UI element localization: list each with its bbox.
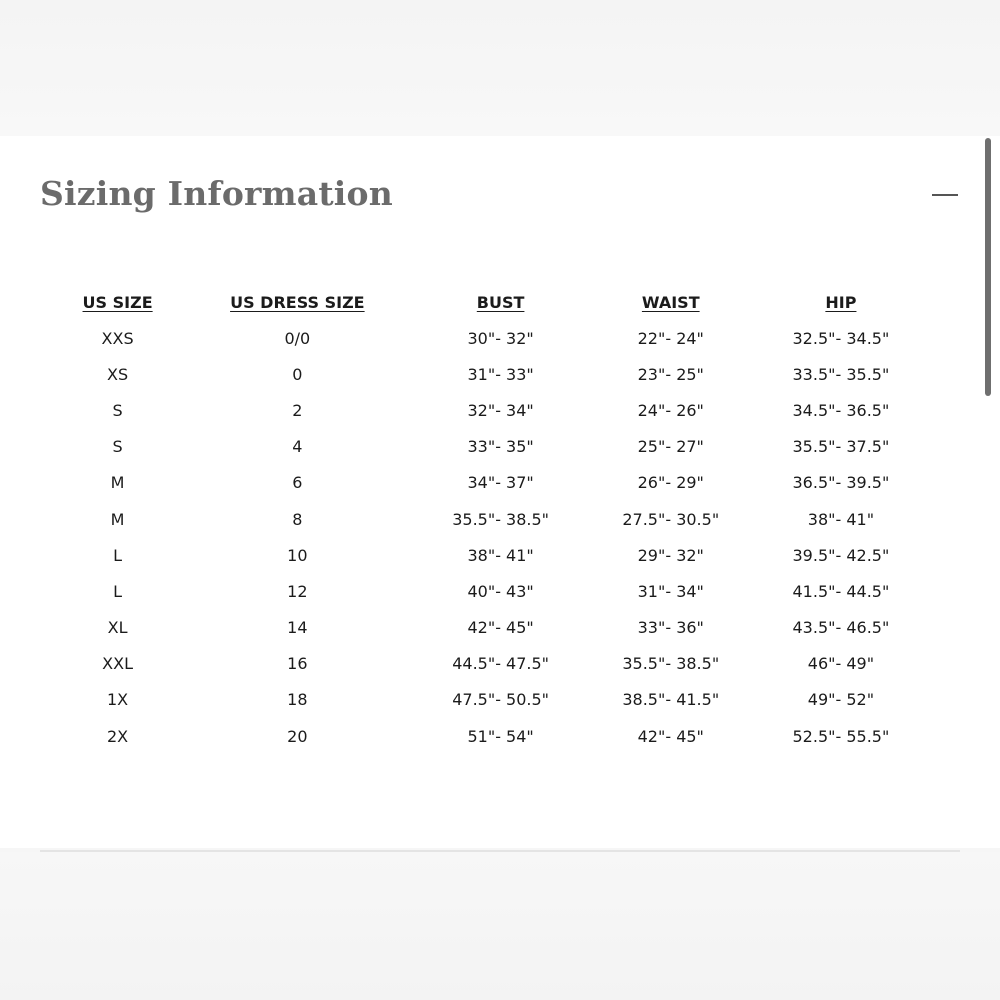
- cell-waist: 23"- 25": [637, 364, 704, 384]
- cell-us-size: XXL: [102, 654, 133, 674]
- table-header-row: [56, 284, 926, 320]
- cell-us-size: S: [112, 437, 123, 457]
- column-header-bust: BUST: [476, 292, 525, 312]
- table-row: [56, 356, 926, 392]
- column-header-us-size: US SIZE: [82, 292, 153, 312]
- cell-hip: 52.5"- 55.5": [792, 726, 890, 746]
- section-title: Sizing Information: [40, 174, 393, 213]
- collapse-button[interactable]: [928, 176, 962, 210]
- table-row: [56, 392, 926, 428]
- table-row: [56, 610, 926, 646]
- cell-waist: 27.5"- 30.5": [622, 509, 720, 529]
- cell-waist: 38.5"- 41.5": [622, 690, 720, 710]
- cell-us-size: 2X: [107, 726, 129, 746]
- cell-bust: 42"- 45": [467, 618, 534, 638]
- cell-us-dress-size: 6: [292, 473, 303, 493]
- column-header-us-dress-size: US DRESS SIZE: [230, 292, 365, 312]
- cell-us-dress-size: 0/0: [284, 328, 311, 348]
- cell-bust: 35.5"- 38.5": [452, 509, 550, 529]
- cell-us-size: XXS: [101, 328, 134, 348]
- cell-us-dress-size: 12: [287, 581, 308, 601]
- table-row: [56, 537, 926, 573]
- cell-hip: 36.5"- 39.5": [792, 473, 890, 493]
- cell-us-dress-size: 4: [292, 437, 303, 457]
- cell-us-dress-size: 8: [292, 509, 303, 529]
- cell-bust: 34"- 37": [467, 473, 534, 493]
- cell-us-size: XL: [107, 618, 128, 638]
- cell-us-size: 1X: [107, 690, 129, 710]
- cell-waist: 22"- 24": [637, 328, 704, 348]
- cell-waist: 42"- 45": [637, 726, 704, 746]
- cell-hip: 43.5"- 46.5": [792, 618, 890, 638]
- cell-hip: 39.5"- 42.5": [792, 545, 890, 565]
- minus-icon: [932, 194, 958, 196]
- cell-bust: 47.5"- 50.5": [452, 690, 550, 710]
- cell-us-dress-size: 2: [292, 400, 303, 420]
- cell-waist: 29"- 32": [637, 545, 704, 565]
- cell-us-dress-size: 0: [292, 364, 303, 384]
- cell-waist: 26"- 29": [637, 473, 704, 493]
- cell-waist: 24"- 26": [637, 400, 704, 420]
- cell-us-size: M: [110, 473, 125, 493]
- cell-us-dress-size: 18: [287, 690, 308, 710]
- cell-hip: 38"- 41": [807, 509, 875, 529]
- table-row: [56, 429, 926, 465]
- cell-waist: 35.5"- 38.5": [622, 654, 720, 674]
- cell-hip: 34.5"- 36.5": [792, 400, 890, 420]
- cell-waist: 33"- 36": [637, 618, 704, 638]
- table-row: [56, 682, 926, 718]
- cell-bust: 40"- 43": [467, 581, 534, 601]
- table-row: [56, 573, 926, 609]
- cell-bust: 44.5"- 47.5": [452, 654, 550, 674]
- table-row: [56, 718, 926, 754]
- cell-bust: 38"- 41": [467, 545, 534, 565]
- cell-hip: 46"- 49": [807, 654, 875, 674]
- cell-hip: 41.5"- 44.5": [792, 581, 890, 601]
- column-header-hip: HIP: [825, 292, 857, 312]
- top-background: [0, 0, 1000, 136]
- cell-hip: 33.5"- 35.5": [792, 364, 890, 384]
- cell-bust: 31"- 33": [467, 364, 534, 384]
- cell-bust: 33"- 35": [467, 437, 534, 457]
- cell-waist: 31"- 34": [637, 581, 704, 601]
- cell-us-dress-size: 14: [287, 618, 308, 638]
- cell-us-dress-size: 10: [287, 545, 308, 565]
- bottom-background: [0, 852, 1000, 1000]
- cell-hip: 35.5"- 37.5": [792, 437, 890, 457]
- cell-us-dress-size: 20: [287, 726, 308, 746]
- cell-waist: 25"- 27": [637, 437, 704, 457]
- table-row: [56, 320, 926, 356]
- accordion-header[interactable]: [40, 170, 962, 226]
- scrollbar-thumb[interactable]: [985, 138, 991, 396]
- cell-us-size: XS: [107, 364, 129, 384]
- table-row: [56, 646, 926, 682]
- table-row: [56, 465, 926, 501]
- size-chart-table: [56, 284, 926, 754]
- cell-hip: 49"- 52": [807, 690, 875, 710]
- cell-us-size: M: [110, 509, 125, 529]
- column-header-waist: WAIST: [641, 292, 700, 312]
- cell-us-size: L: [113, 545, 123, 565]
- cell-us-size: S: [112, 400, 123, 420]
- cell-bust: 51"- 54": [467, 726, 534, 746]
- cell-us-dress-size: 16: [287, 654, 308, 674]
- cell-bust: 30"- 32": [467, 328, 534, 348]
- cell-us-size: L: [113, 581, 123, 601]
- table-row: [56, 501, 926, 537]
- cell-hip: 32.5"- 34.5": [792, 328, 890, 348]
- cell-bust: 32"- 34": [467, 400, 534, 420]
